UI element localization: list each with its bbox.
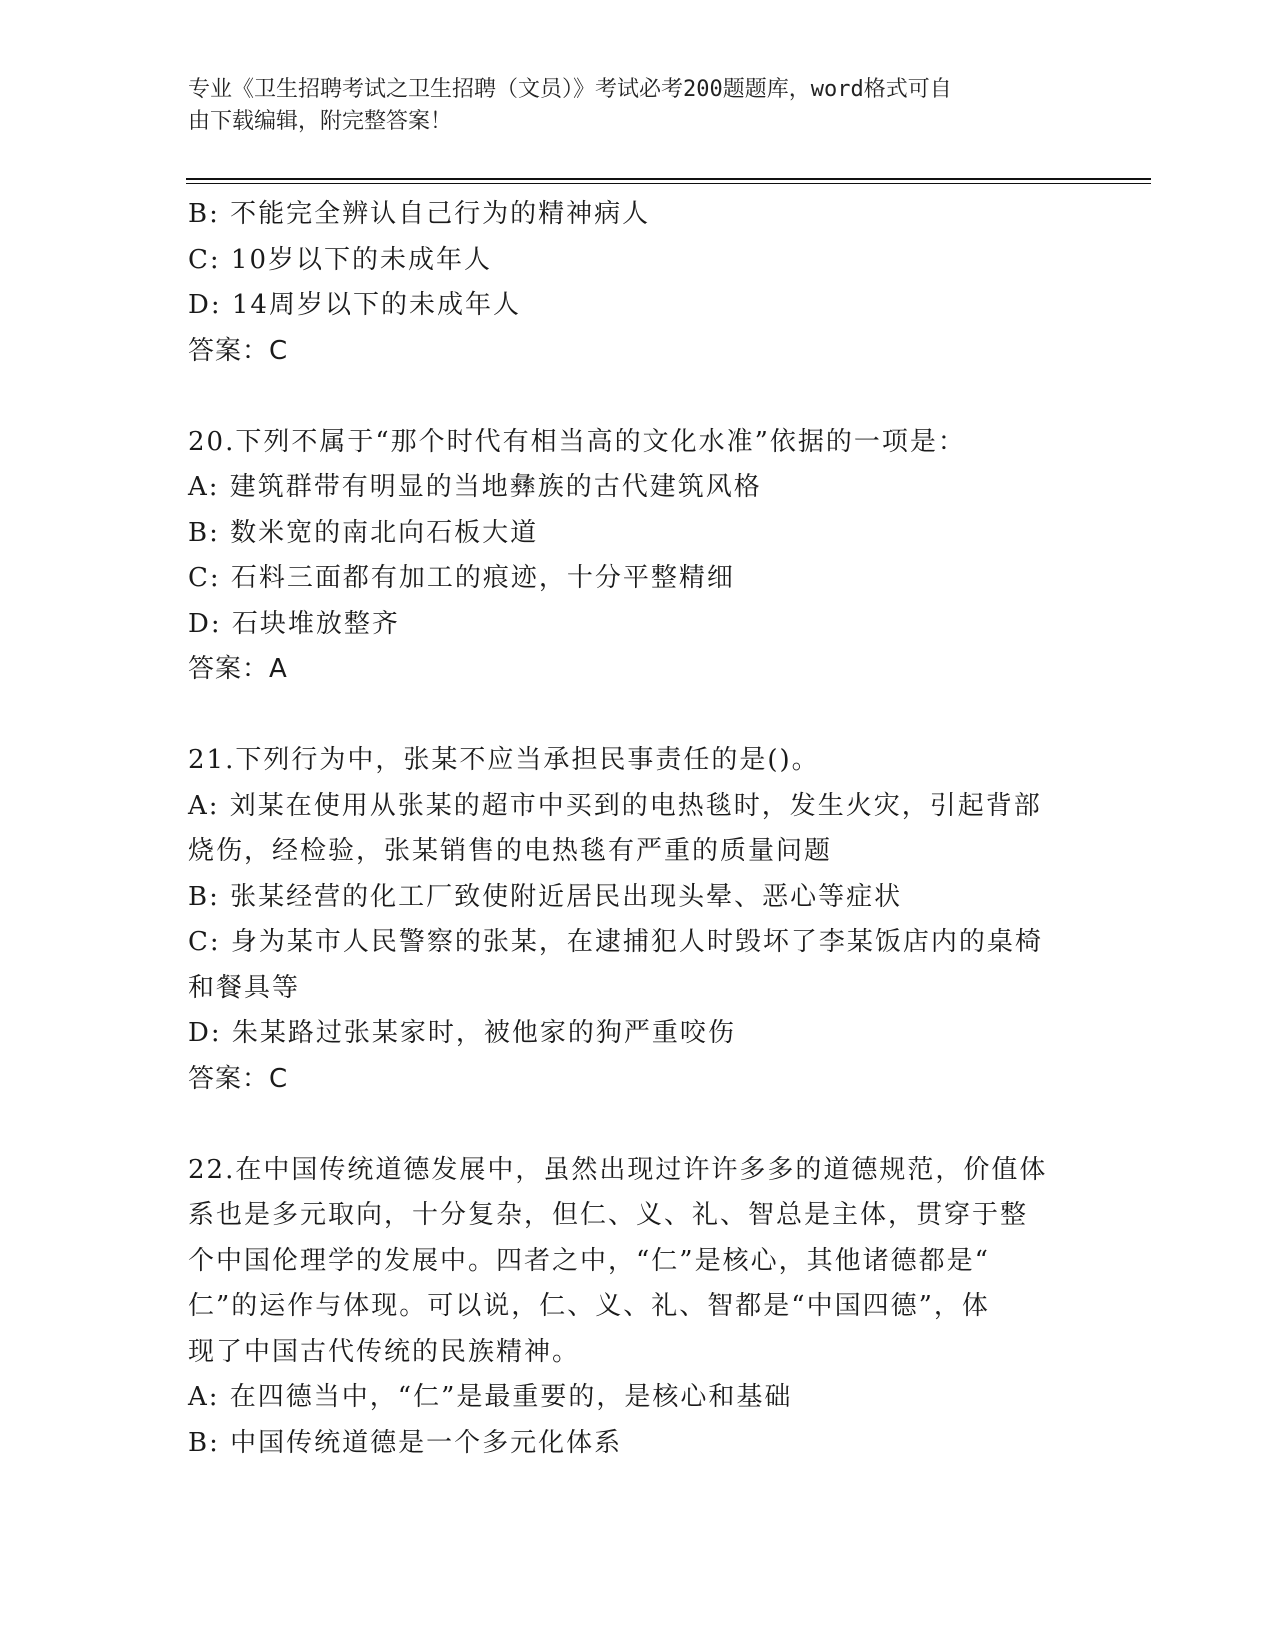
text-line: A: 建筑群带有明显的当地彝族的古代建筑风格 (188, 472, 762, 502)
text-line: B: 张某经营的化工厂致使附近居民出现头晕、恶心等症状 (188, 881, 903, 912)
document-header (188, 74, 1058, 138)
header-divider-thin (186, 183, 1151, 184)
header-line-1: 专业《卫生招聘考试之卫生招聘（文员）》考试必考200题题库，word格式可自 (188, 77, 952, 102)
paragraph-gap (188, 374, 1088, 420)
text-line: D: 石块堆放整齐 (188, 608, 400, 639)
paragraph-gap (188, 693, 1088, 739)
text-line: D: 朱某路过张某家时，被他家的狗严重咬伤 (188, 1018, 736, 1048)
text-line: 21.下列行为中，张某不应当承担民事责任的是()。 (188, 745, 820, 775)
text-line: C: 身为某市人民警察的张某，在逮捕犯人时毁坏了李某饭店内的桌椅 (188, 927, 1043, 957)
header-divider-thick (186, 178, 1151, 180)
text-line: 和餐具等 (188, 972, 301, 1003)
text-line: 仁”的运作与体现。可以说，仁、义、礼、智都是“中国四德”，体 (188, 1291, 990, 1321)
answer-line: 答案：C (188, 335, 289, 366)
text-line: 现了中国古代传统的民族精神。 (188, 1336, 581, 1367)
header-line-2: 由下载编辑，附完整答案！ (188, 109, 453, 134)
text-line: 个中国伦理学的发展中。四者之中，“仁”是核心，其他诸德都是“ (188, 1245, 990, 1276)
text-line: D: 14周岁以下的未成年人 (188, 290, 521, 320)
text-line: A: 在四德当中，“仁”是最重要的，是核心和基础 (188, 1382, 793, 1412)
question-content (188, 192, 1088, 1466)
text-line: C: 10岁以下的未成年人 (188, 244, 493, 275)
text-line: 20.下列不属于“那个时代有相当高的文化水准”依据的一项是： (188, 426, 966, 457)
text-line: B: 数米宽的南北向石板大道 (188, 517, 539, 548)
answer-line: 答案：C (188, 1063, 289, 1094)
text-line: A: 刘某在使用从张某的超市中买到的电热毯时，发生火灾，引起背部 (188, 790, 1042, 821)
answer-line: 答案：A (188, 654, 288, 684)
text-line: 系也是多元取向，十分复杂，但仁、义、礼、智总是主体，贯穿于整 (188, 1200, 1029, 1230)
text-line: B: 不能完全辨认自己行为的精神病人 (188, 199, 651, 229)
text-line: 22.在中国传统道德发展中，虽然出现过许许多多的道德规范，价值体 (188, 1154, 1048, 1185)
text-line: C: 石料三面都有加工的痕迹，十分平整精细 (188, 563, 735, 593)
paragraph-gap (188, 1102, 1088, 1148)
text-line: 烧伤，经检验，张某销售的电热毯有严重的质量问题 (188, 836, 833, 866)
text-line: B: 中国传统道德是一个多元化体系 (188, 1427, 623, 1458)
